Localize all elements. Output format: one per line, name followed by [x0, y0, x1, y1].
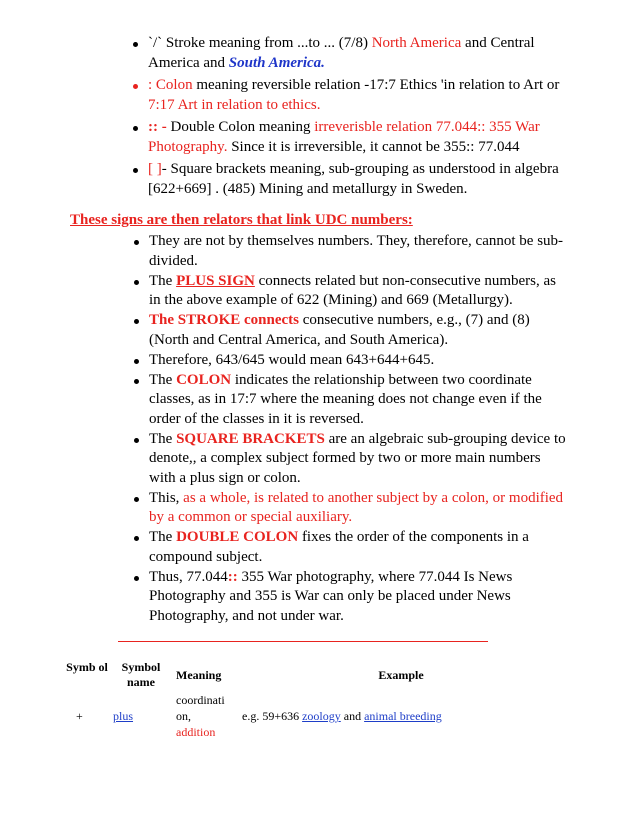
list-item — [149, 232, 569, 271]
example-text: e.g. 59+636 — [242, 709, 303, 723]
list-item-square-brackets — [148, 160, 568, 199]
keyword: The STROKE connects — [149, 312, 300, 328]
list-item — [149, 351, 569, 371]
item-text: They are not by themselves numbers. They, therefore, cannot be sub-divided. — [149, 233, 564, 269]
item-text: consecutive numbers, e.g., (7) and (8) (North and Central America, and South America). — [149, 312, 530, 348]
row-example — [242, 708, 442, 724]
item-text: The — [149, 529, 177, 545]
highlight-text: : Colon — [148, 77, 193, 93]
item-text: 355 War photography, where 77.044 Is News Photography and 355 is War can only be placed under News Photography, and not under war. — [149, 568, 513, 624]
udc-symbols-list — [148, 34, 568, 202]
list-item — [149, 272, 569, 311]
header-meaning: Meaning — [176, 668, 222, 682]
item-text: Double Colon meaning — [166, 119, 315, 135]
highlight-text: as a whole, is related to another subject by a colon, or modified by a common or special auxiliary. — [149, 489, 564, 525]
list-item — [149, 371, 569, 430]
highlight-text: [ ] — [148, 161, 162, 177]
row-meaning — [176, 692, 232, 740]
section-heading: These signs are then relators that link UDC numbers: — [70, 212, 413, 228]
highlight-text: irreverisble relation 77.044:: 355 War Photography. — [148, 119, 540, 155]
list-item — [149, 430, 569, 489]
list-item — [149, 568, 569, 627]
item-text: This, — [149, 489, 184, 506]
item-text: - Square brackets meaning, sub-grouping as understood in algebra [622+669] . (485) Mining and metallurgy in Sweden. — [148, 161, 559, 197]
item-text: meaning reversible relation -17:7 Ethics 'in relation to Art or — [192, 77, 560, 93]
highlight-text: 7:17 Art in relation to ethics. — [148, 96, 321, 113]
zoology-link[interactable]: zoology — [302, 709, 341, 723]
item-text: and Central America and — [148, 35, 535, 71]
meaning-highlight: addition — [176, 725, 216, 739]
item-text: indicates the relationship between two coordinate classes, as in 17:7 where the meaning does not change even if the order of the classes in it is reversed. — [149, 371, 542, 427]
item-text: Therefore, 643/645 would mean 643+644+645. — [149, 351, 435, 368]
keyword: COLON — [176, 371, 232, 388]
animal-breeding-link[interactable]: animal breeding — [364, 709, 442, 723]
relators-list — [149, 232, 569, 627]
highlight-text: South America. — [228, 54, 325, 71]
keyword: SQUARE BRACKETS — [176, 430, 325, 447]
item-text: `/` Stroke meaning from ...to ... (7/8) — [148, 35, 372, 51]
list-item — [149, 528, 569, 567]
list-item — [149, 311, 569, 350]
item-text: The — [149, 371, 177, 388]
list-item-colon — [148, 76, 568, 115]
list-item — [149, 489, 569, 528]
list-item-double-colon — [148, 118, 568, 157]
item-text: are an algebraic sub-grouping device to denote,, a complex subject formed by two or more main numbers with a plus sign or colon. — [149, 430, 566, 486]
item-text: fixes the order of the components in a compound subject. — [149, 529, 529, 565]
item-text: The — [149, 430, 177, 447]
highlight-text: :: - — [148, 119, 167, 135]
example-text: and — [340, 709, 365, 723]
list-item-stroke — [148, 34, 568, 73]
highlight-text: North America — [371, 35, 462, 51]
separator-line — [118, 641, 488, 642]
meaning-text: coordinati on, — [176, 693, 225, 723]
row-symbol: + — [76, 709, 83, 723]
keyword: DOUBLE COLON — [176, 529, 299, 545]
header-symbol-name: Symbol name — [121, 660, 161, 689]
item-text: Thus, 77.044 — [149, 568, 228, 585]
keyword: :: — [227, 568, 238, 585]
item-text: connects related but non-consecutive numbers, as in the above example of 622 (Mining) and 669 (Metallurgy). — [149, 272, 557, 308]
header-example: Example — [378, 668, 424, 682]
symbol-name-link[interactable]: plus — [113, 709, 134, 723]
item-text: The — [149, 272, 177, 289]
keyword: PLUS SIGN — [176, 272, 255, 289]
header-symbol: Symb ol — [66, 660, 108, 674]
item-text: Since it is irreversible, it cannot be 355:: 77.044 — [227, 138, 520, 155]
